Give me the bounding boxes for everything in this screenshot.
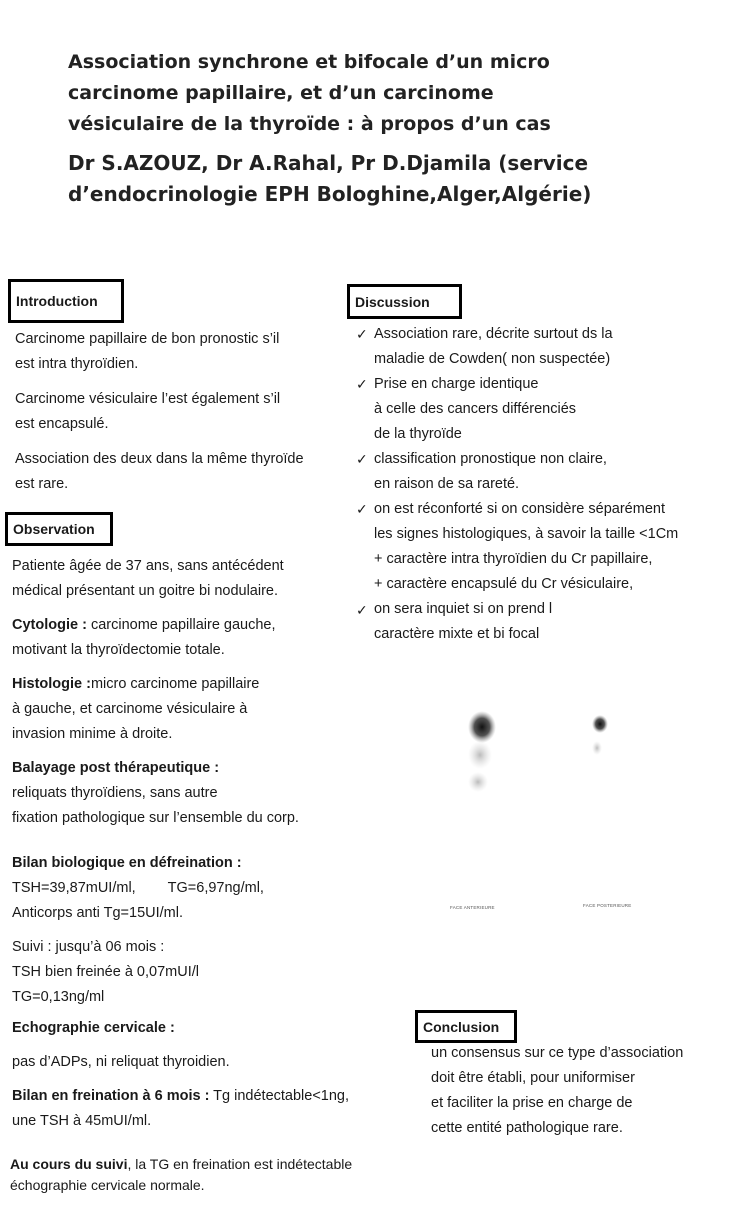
obs-line xyxy=(12,1084,349,1109)
discussion-heading: Discussion xyxy=(355,293,430,310)
faint-uptake xyxy=(468,741,492,769)
scan-label-posterior: FACE POSTERIEURE xyxy=(583,903,632,908)
discussion-line: à celle des cancers différenciés xyxy=(374,401,577,417)
balayage-label: Balayage post thérapeutique : xyxy=(12,760,220,776)
uptake-spot-anterior xyxy=(468,711,496,743)
observation-text xyxy=(12,554,349,1134)
discussion-line: + caractère encapsulé du Cr vésiculaire, xyxy=(374,576,634,592)
obs-line: pas d’ADPs, ni reliquat thyroidien. xyxy=(12,1054,230,1070)
observation-heading: Observation xyxy=(13,521,95,537)
suivi-summary xyxy=(10,1154,352,1196)
poster-title xyxy=(68,47,728,140)
cours-label: Au cours du suivi xyxy=(10,1156,128,1172)
cytologie-text: carcinome papillaire gauche, xyxy=(86,617,276,633)
obs-line xyxy=(12,851,349,876)
echo-label: Echographie cervicale : xyxy=(12,1020,175,1036)
obs-line: une TSH à 45mUI/ml. xyxy=(12,1113,152,1129)
scintigraphy-image xyxy=(430,690,680,915)
histologie-text: micro carcinome papillaire xyxy=(90,676,260,692)
obs-line: TSH=39,87mUI/ml, TG=6,97ng/ml, xyxy=(12,880,264,896)
intro-line: Carcinome vésiculaire l’est également s’il xyxy=(15,391,281,407)
introduction-heading: Introduction xyxy=(16,293,98,309)
title-line: Association synchrone et bifocale d’un micro xyxy=(68,51,550,73)
cytologie-label: Cytologie : xyxy=(12,617,87,633)
bilan-label: Bilan biologique en défreination : xyxy=(12,855,242,871)
conclusion-text xyxy=(431,1041,683,1141)
obs-line: reliquats thyroïdiens, sans autre xyxy=(12,785,218,801)
obs-line: motivant la thyroïdectomie totale. xyxy=(12,642,225,658)
title-line: vésiculaire de la thyroïde : à propos d’un cas xyxy=(68,113,551,135)
cours-text: , la TG en freination est indétectable xyxy=(127,1156,353,1172)
obs-line: fixation pathologique sur l’ensemble du corp. xyxy=(12,810,299,826)
discussion-line: on est réconforté si on considère séparément xyxy=(374,501,665,517)
discussion-text xyxy=(374,322,678,647)
conclusion-line: doit être établi, pour uniformiser xyxy=(431,1070,635,1086)
discussion-line: les signes histologiques, à savoir la taille <1Cm xyxy=(374,526,679,542)
conclusion-heading: Conclusion xyxy=(423,1018,500,1035)
obs-line: Anticorps anti Tg=15UI/ml. xyxy=(12,905,183,921)
obs-line: Suivi : jusqu’à 06 mois : xyxy=(12,939,165,955)
obs-line: TG=0,13ng/ml xyxy=(12,989,105,1005)
obs-line xyxy=(12,613,349,638)
intro-line: Association des deux dans la même thyroïde xyxy=(15,451,304,467)
title-line: carcinome papillaire, et d’un carcinome xyxy=(68,82,494,104)
obs-line: échographie cervicale normale. xyxy=(10,1177,205,1193)
check-icon: ✓ xyxy=(356,501,368,517)
discussion-line: classification pronostique non claire, xyxy=(374,451,607,467)
check-icon: ✓ xyxy=(356,376,368,392)
discussion-line: caractère mixte et bi focal xyxy=(374,626,540,642)
conclusion-line: et faciliter la prise en charge de xyxy=(431,1095,633,1111)
obs-line xyxy=(12,756,349,781)
discussion-line: en raison de sa rareté. xyxy=(374,476,520,492)
obs-line: TSH bien freinée à 0,07mUI/l xyxy=(12,964,199,980)
observation-heading-box xyxy=(5,512,113,546)
uptake-spot-posterior xyxy=(592,715,608,733)
intro-line: est encapsulé. xyxy=(15,416,109,432)
discussion-heading-box xyxy=(347,284,462,319)
faint-uptake xyxy=(592,741,602,755)
introduction-heading-box xyxy=(8,279,124,323)
obs-line: Patiente âgée de 37 ans, sans antécédent xyxy=(12,558,284,574)
faint-uptake xyxy=(468,772,488,792)
obs-line: médical présentant un goitre bi nodulaire. xyxy=(12,583,278,599)
discussion-line: Prise en charge identique xyxy=(374,376,539,392)
conclusion-line: un consensus sur ce type d’association xyxy=(431,1045,684,1061)
authors-line: Dr S.AZOUZ, Dr A.Rahal, Pr D.Djamila (service xyxy=(68,151,589,175)
conclusion-heading-box xyxy=(415,1010,517,1043)
obs-line xyxy=(12,1016,349,1041)
obs-line: à gauche, et carcinome vésiculaire à xyxy=(12,701,248,717)
freination-text: Tg indétectable<1ng, xyxy=(209,1088,350,1104)
discussion-line: maladie de Cowden( non suspectée) xyxy=(374,351,611,367)
intro-line: Carcinome papillaire de bon pronostic s’il xyxy=(15,331,280,347)
obs-line: invasion minime à droite. xyxy=(12,726,173,742)
scintigraphy-svg xyxy=(430,690,680,915)
introduction-text xyxy=(15,327,304,497)
intro-line: est rare. xyxy=(15,476,69,492)
histologie-label: Histologie : xyxy=(12,676,91,692)
poster-authors xyxy=(68,148,738,210)
discussion-line: + caractère intra thyroïdien du Cr papillaire, xyxy=(374,551,653,567)
check-icon: ✓ xyxy=(356,602,368,618)
freination-label: Bilan en freination à 6 mois : xyxy=(12,1088,210,1104)
discussion-line: on sera inquiet si on prend l xyxy=(374,601,553,617)
discussion-line: de la thyroïde xyxy=(374,426,462,442)
authors-line: d’endocrinologie EPH Bologhine,Alger,Algérie) xyxy=(68,182,592,206)
discussion-line: Association rare, décrite surtout ds la xyxy=(374,326,613,342)
scan-label-anterior: FACE ANTERIEURE xyxy=(450,905,495,910)
conclusion-line: cette entité pathologique rare. xyxy=(431,1120,623,1136)
check-icon: ✓ xyxy=(356,326,368,342)
obs-line xyxy=(12,672,349,697)
obs-line xyxy=(10,1154,352,1175)
check-icon: ✓ xyxy=(356,451,368,467)
intro-line: est intra thyroïdien. xyxy=(15,356,139,372)
